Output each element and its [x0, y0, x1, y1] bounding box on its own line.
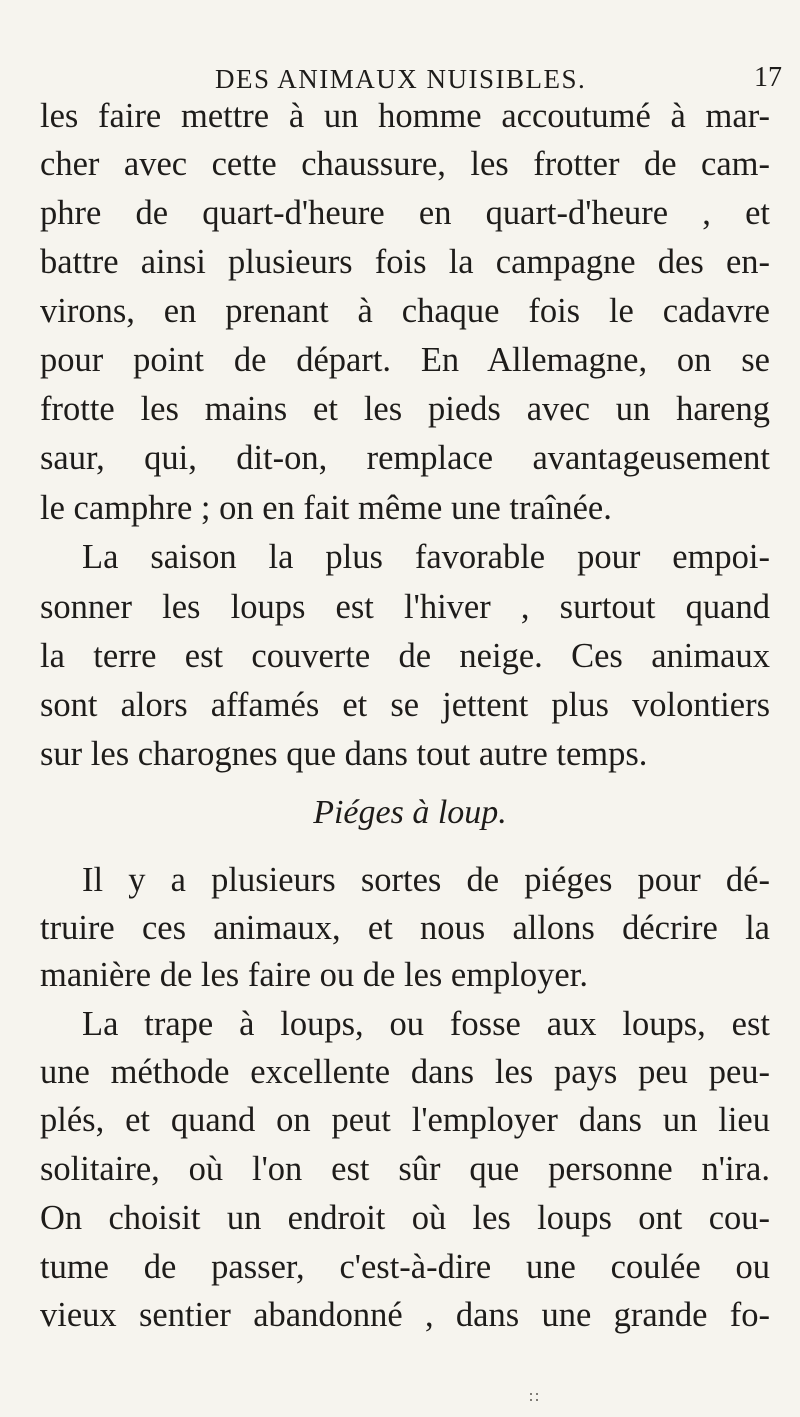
section-heading	[0, 791, 800, 835]
text-line: pour point de départ. En Allemagne, on se	[40, 341, 770, 379]
text-line: sont alors affamés et se jettent plus volontiers	[40, 686, 770, 724]
text-line: battre ainsi plusieurs fois la campagne des en-	[40, 243, 770, 281]
text-line: le camphre ; on en fait même une traînée.	[40, 489, 612, 527]
text-line: Il y a plusieurs sortes de piéges pour dé-	[82, 861, 770, 899]
text-line: sur les charognes que dans tout autre temps.	[40, 735, 648, 773]
text-line: phre de quart-d'heure en quart-d'heure , et	[40, 194, 770, 232]
text-line: vieux sentier abandonné , dans une grande fo-	[40, 1296, 770, 1334]
text-line: cher avec cette chaussure, les frotter de cam-	[40, 145, 770, 183]
text-line: tume de passer, c'est-à-dire une coulée ou	[40, 1248, 770, 1286]
running-title: DES ANIMAUX NUISIBLES.	[215, 64, 587, 94]
print-specks	[530, 1393, 544, 1407]
text-line: plés, et quand on peut l'employer dans un lieu	[40, 1101, 770, 1139]
text-line: La saison la plus favorable pour empoi-	[82, 538, 770, 576]
text-line: solitaire, où l'on est sûr que personne n'ira.	[40, 1150, 770, 1188]
text-line: truire ces animaux, et nous allons décrire la	[40, 909, 770, 947]
text-line: frotte les mains et les pieds avec un hareng	[40, 390, 770, 428]
text-line: les faire mettre à un homme accoutumé à mar-	[40, 97, 770, 135]
text-line: sonner les loups est l'hiver , surtout quand	[40, 588, 770, 626]
page-number: 17	[754, 62, 782, 93]
section-heading-text: Piéges à loup.	[313, 794, 507, 831]
text-line: virons, en prenant à chaque fois le cadavre	[40, 292, 770, 330]
text-line: une méthode excellente dans les pays peu peu-	[40, 1053, 770, 1091]
text-line: manière de les faire ou de les employer.	[40, 956, 588, 994]
text-line: On choisit un endroit où les loups ont cou-	[40, 1199, 770, 1237]
text-line: saur, qui, dit-on, remplace avantageusement	[40, 439, 770, 477]
text-line: la terre est couverte de neige. Ces animaux	[40, 637, 770, 675]
text-line: La trape à loups, ou fosse aux loups, est	[82, 1005, 770, 1043]
